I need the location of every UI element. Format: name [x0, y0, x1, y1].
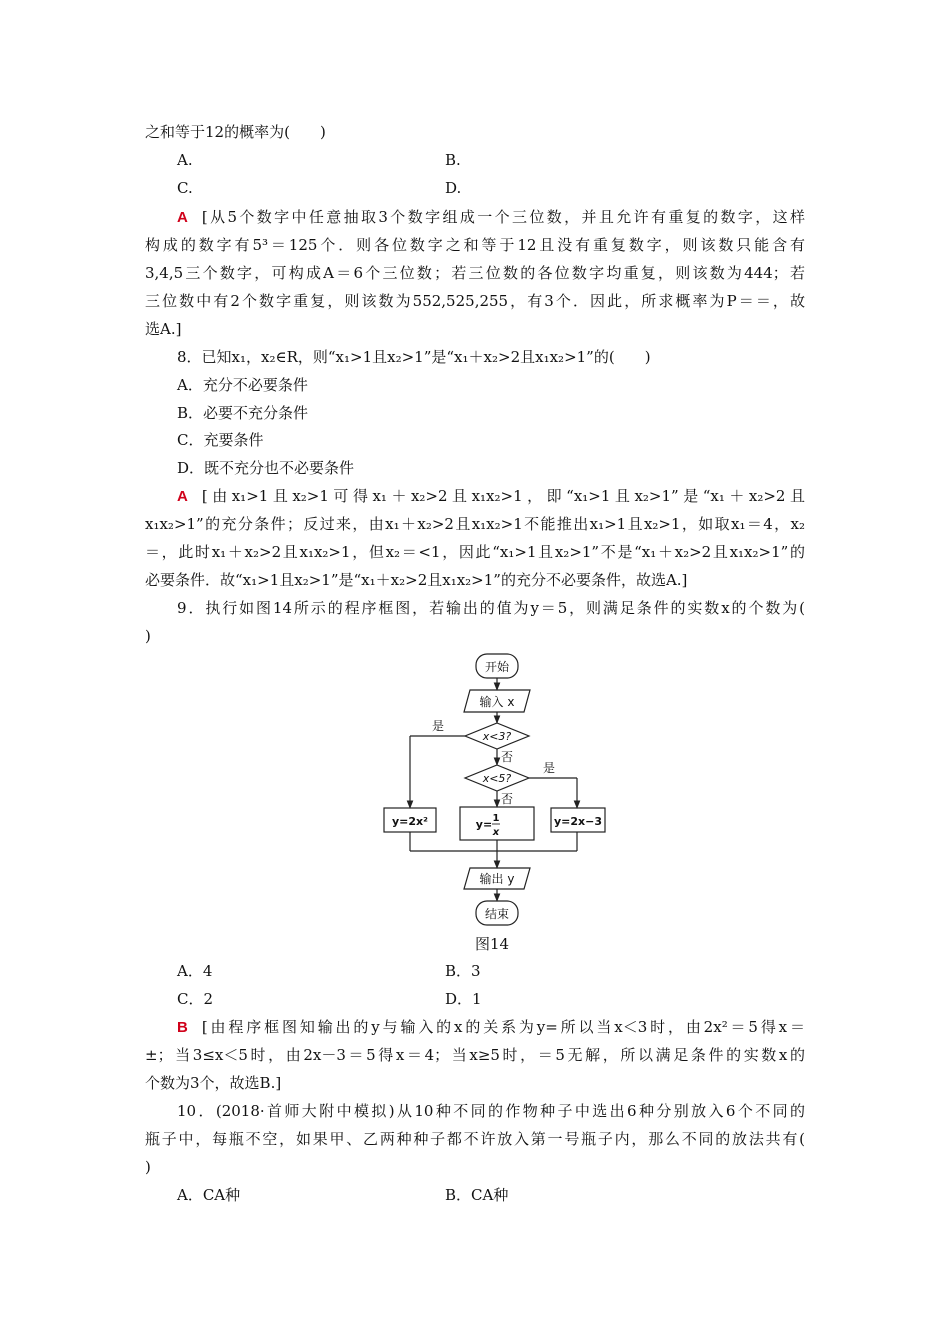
flow-yes-label-1: 是: [431, 719, 445, 733]
q8-option-b: B．必要不充分条件: [177, 404, 309, 422]
flow-mid-formula-y: y=: [475, 818, 493, 831]
flow-end-label: 结束: [484, 907, 510, 921]
q8-explanation-line-1: A [由x₁>1且x₂>1可得x₁＋x₂>2且x₁x₂>1，即“x₁>1且x₂>1”是“x₁＋x₂>2且: [177, 487, 805, 505]
q7-option-c: C.: [177, 179, 193, 197]
q9-stem-line-1: 9．执行如图14所示的程序框图，若输出的值为y＝5，则满足条件的实数x的个数为(: [177, 599, 805, 617]
q10-stem-line-3: ): [145, 1158, 151, 1176]
flowchart-figure: [370, 650, 610, 930]
q7-answer-letter: A: [177, 209, 188, 226]
q8-explanation-line-4: 必要条件．故“x₁>1且x₂>1”是“x₁＋x₂>2且x₁x₂>1”的充分不必要条件，故选A.]: [145, 571, 688, 589]
q10-stem-line-2: 瓶子中，每瓶不空，如果甲、乙两种种子都不许放入第一号瓶子内，那么不同的放法共有(: [145, 1130, 805, 1148]
flow-mid-denominator: x: [492, 827, 500, 838]
q10-stem-line-1: 10．(2018·首师大附中模拟)从10种不同的作物种子中选出6种分别放入6个不同的: [177, 1102, 805, 1120]
flow-cond1-label: x<3?: [482, 730, 512, 743]
q7-option-a: A.: [177, 151, 193, 169]
q8-explanation-line-3: ＝，此时x₁＋x₂>2且x₁x₂>1，但x₂＝<1，因此“x₁>1且x₂>1”不是“x₁＋x₂>2且x₁x₂>1”的: [145, 543, 805, 561]
q8-answer-letter: A: [177, 488, 188, 505]
q7-stem-tail: 之和等于12的概率为( ): [145, 123, 326, 141]
q9-explanation-line-2: ±；当3≤x＜5时，由2x－3＝5得x＝4；当x≥5时，＝5无解，所以满足条件的实数x的: [145, 1046, 805, 1064]
q9-option-d: D．1: [445, 990, 482, 1008]
q9-explanation-line-3: 个数为3个，故选B.]: [145, 1074, 282, 1092]
q8-option-a: A．充分不必要条件: [177, 376, 308, 394]
q7-explanation-line-3: 3,4,5三个数字，可构成A＝6个三位数；若三位数的各位数字均重复，则该数为444；若: [145, 264, 805, 282]
q10-option-a: A．CA种: [177, 1186, 241, 1204]
q9-stem-line-2: ): [145, 627, 151, 645]
q9-option-c: C．2: [177, 990, 214, 1008]
flow-left-formula: y=2x²: [392, 815, 428, 828]
q9-answer-letter: B: [177, 1019, 188, 1036]
q7-option-d: D.: [445, 179, 462, 197]
q8-explanation-line-2: x₁x₂>1”的充分条件；反过来，由x₁＋x₂>2且x₁x₂>1不能推出x₁>1且x₂>1，如取x₁＝4，x₂: [145, 515, 805, 533]
q7-explanation-line-1: A [从5个数字中任意抽取3个数字组成一个三位数，并且允许有重复的数字，这样: [177, 208, 805, 226]
flow-input-label: 输入 x: [479, 695, 515, 709]
q8-option-c: C．充要条件: [177, 431, 264, 449]
flow-no-label-1: 否: [500, 750, 514, 764]
q9-explanation-line-1: B [由程序框图知输出的y与输入的x的关系为y=所以当x＜3时，由2x²＝5得x＝: [177, 1018, 805, 1036]
flow-yes-label-2: 是: [542, 761, 556, 775]
q7-explanation-line-2: 构成的数字有5³＝125个．则各位数字之和等于12且没有重复数字，则该数只能含有: [145, 236, 805, 254]
q7-explanation-line-5: 选A.]: [145, 320, 182, 338]
q7-explanation-line-4: 三位数中有2个数字重复，则该数为552,525,255，有3个．因此，所求概率为P＝＝，故: [145, 292, 805, 310]
q8-stem: 8．已知x₁，x₂∈R，则“x₁>1且x₂>1”是“x₁＋x₂>2且x₁x₂>1”的( ): [177, 348, 651, 366]
q10-option-b: B．CA种: [445, 1186, 509, 1204]
flow-start-label: 开始: [484, 660, 510, 674]
flow-output-label: 输出 y: [479, 872, 515, 886]
q8-option-d: D．既不充分也不必要条件: [177, 459, 355, 477]
q9-option-a: A．4: [177, 962, 213, 980]
flow-cond2-label: x<5?: [482, 772, 512, 785]
flow-mid-numerator: 1: [492, 813, 500, 824]
q9-option-b: B．3: [445, 962, 481, 980]
flow-no-label-2: 否: [500, 792, 514, 806]
flow-right-formula: y=2x−3: [553, 815, 603, 828]
figure-caption: 图14: [475, 935, 510, 953]
q7-option-b: B.: [445, 151, 461, 169]
